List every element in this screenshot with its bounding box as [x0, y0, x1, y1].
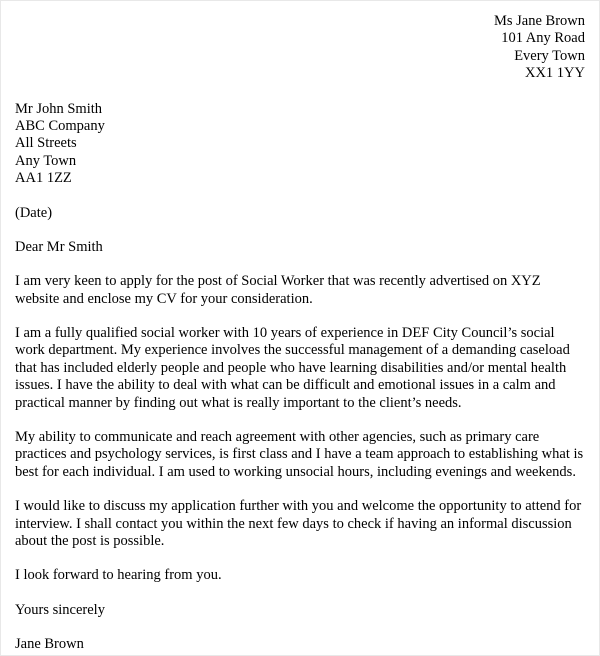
sender-name: Ms Jane Brown — [493, 13, 585, 29]
paragraph-sign-off: I look forward to hearing from you. — [15, 567, 222, 584]
recipient-address-block — [15, 101, 585, 188]
recipient-town: Any Town — [15, 152, 77, 169]
paragraph-experience: I am a fully qualified social worker with 10 years of experience in DEF City Council’s social work department. My experience involves the successful management of a demanding caseload that has included elderly people and people who have learning disabilities and/or mental health issues. I have the ability to deal with what can be difficult and emotional issues in a calm and practical manner by finding out what is really important to the client’s needs. — [15, 325, 570, 411]
sender-town: Every Town — [514, 47, 585, 64]
date-placeholder: (Date) — [15, 204, 53, 221]
recipient-street: All Streets — [15, 135, 77, 152]
closing: Yours sincerely — [15, 601, 105, 618]
sender-postcode: XX1 1YY — [524, 65, 585, 82]
salutation: Dear Mr Smith — [15, 238, 103, 255]
recipient-name: Mr John Smith — [15, 100, 103, 117]
paragraph-interview-request: I would like to discuss my application further with you and welcome the opportunity to attend for interview. I shall contact you within the next few days to check if having an informal discussion about the post is possible. — [15, 498, 582, 549]
sender-street: 101 Any Road — [501, 30, 585, 47]
recipient-postcode: AA1 1ZZ — [15, 170, 72, 187]
paragraph-skills: My ability to communicate and reach agreement with other agencies, such as primary care practices and psychology services, is first class and I have a team approach to establishing what is best for each individual. I am used to working unsocial hours, including evenings and weekends. — [15, 429, 584, 480]
recipient-company: ABC Company — [15, 117, 105, 134]
paragraph-intro: I am very keen to apply for the post of Social Worker that was recently advertised on XYZ website and enclose my CV for your consideration. — [15, 273, 541, 307]
sender-address-block — [15, 13, 585, 83]
signature-name: Jane Brown — [15, 636, 84, 653]
